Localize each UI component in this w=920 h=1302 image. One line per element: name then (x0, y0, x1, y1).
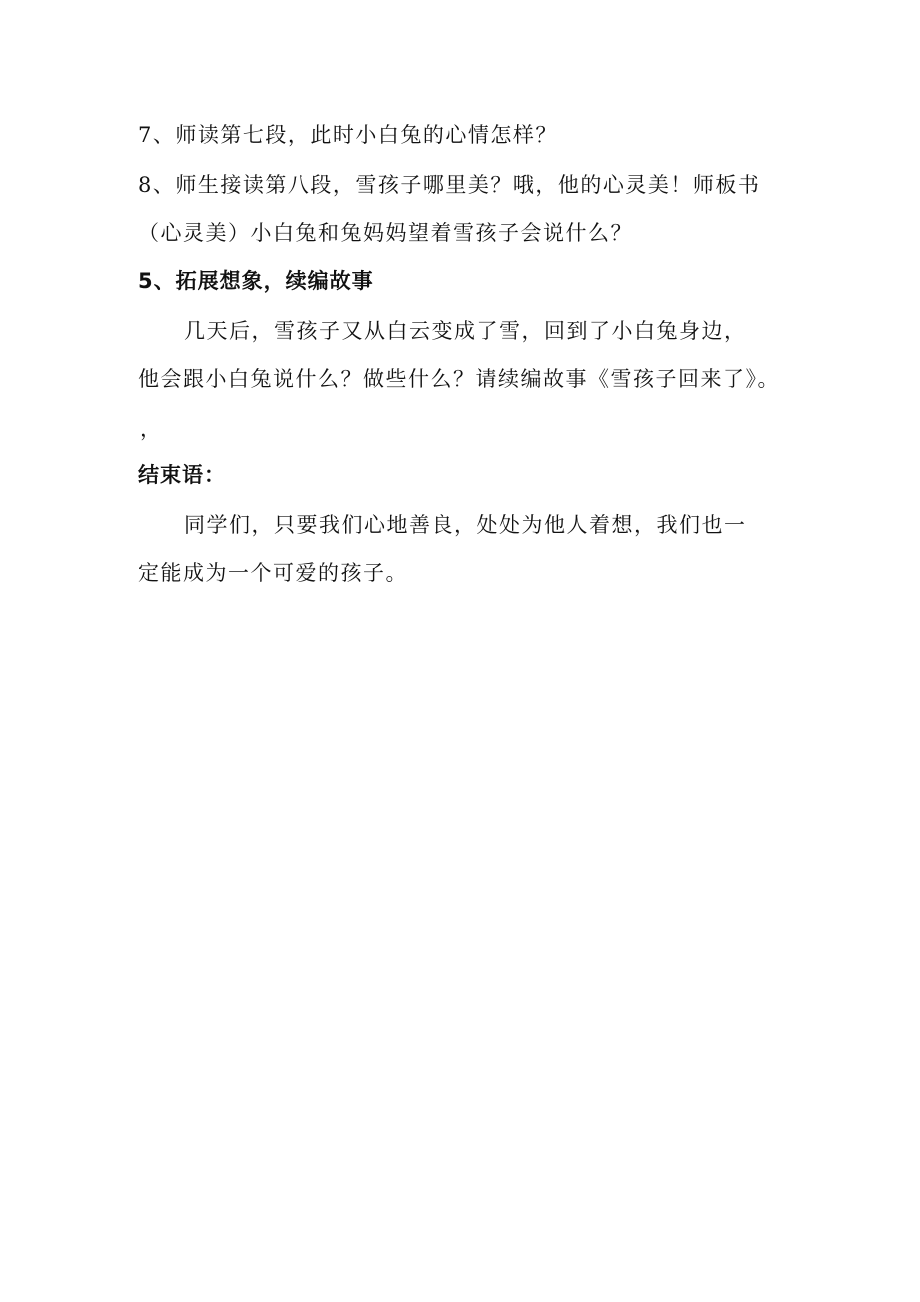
paragraph-extend-story: 几天后，雪孩子又从白云变成了雪，回到了小白兔身边， (184, 319, 747, 343)
paragraph-step-7: 7、师读第七段，此时小白兔的心情怎样？ (138, 123, 558, 147)
paragraph-step-8: 8、师生接读第八段，雪孩子哪里美？哦，他的心灵美！师板书 (138, 173, 761, 197)
section-heading-conclusion: 结束语： (138, 463, 226, 487)
paragraph-extend-story-continued: 他会跟小白兔说什么？做些什么？请续编故事《雪孩子回来了》。 (138, 367, 780, 391)
paragraph-conclusion: 同学们，只要我们心地善良，处处为他人着想，我们也一 (184, 513, 747, 537)
stray-comma: ， (140, 417, 163, 441)
paragraph-conclusion-continued: 定能成为一个可爱的孩子。 (138, 561, 408, 585)
section-heading-extend-story: 5、拓展想象，续编故事 (138, 269, 374, 293)
paragraph-step-8-continued: （心灵美）小白兔和兔妈妈望着雪孩子会说什么？ (138, 221, 633, 245)
